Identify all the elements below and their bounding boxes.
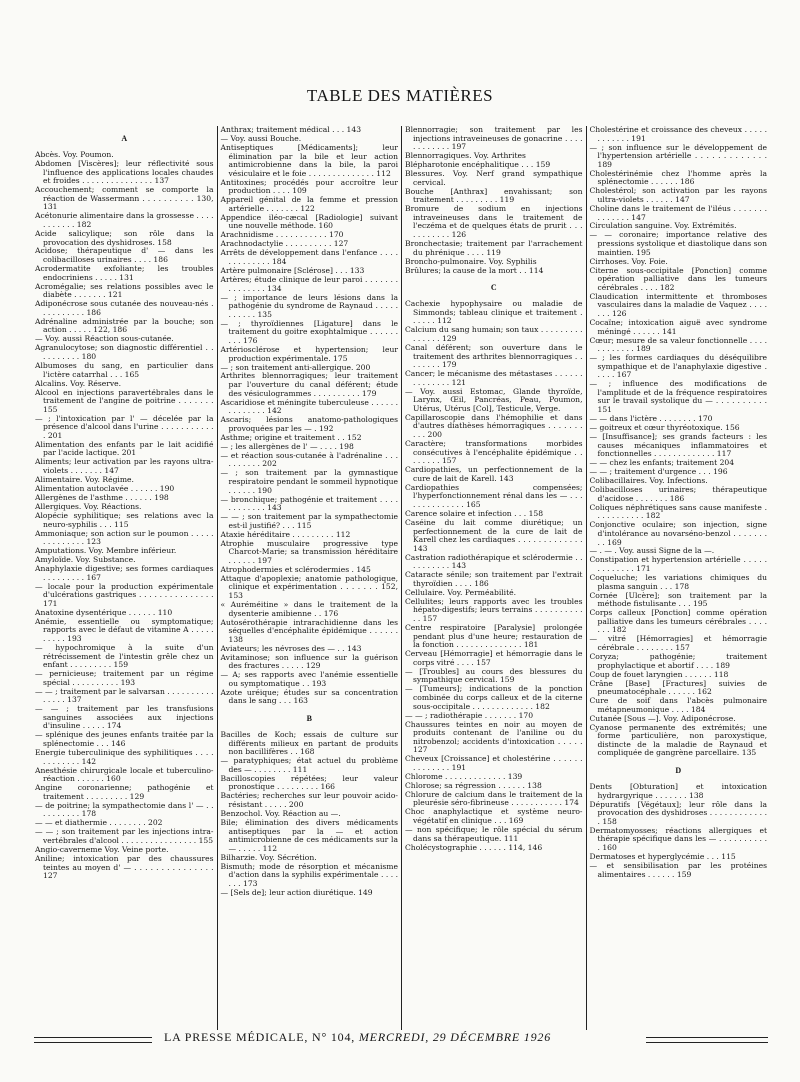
index-entry: — ; son influence sur le développement de l'hypertension artérielle . . . . . . . . . . . . . 189: [589, 142, 767, 169]
index-entry: Bromure de sodium en injections intraveineuses dans le traitement de l'eczéma et de quelques états de prurit . . . . . . . . . . . 126: [405, 204, 583, 240]
index-entry: — — et diathermie . . . . . . . . 202: [35, 818, 163, 828]
index-entry: Cholestérinémie chez l'homme après la splénectomie . . . . . . 186: [589, 168, 767, 187]
index-entry: — — ; traitement par les transfusions sanguines associées aux injections d'insuline . . . . . 174: [35, 704, 214, 731]
index-entry: Bile; élimination des divers médicaments antiseptiques par la — et action antimicrobienne de ces médicaments sur la — . . . . . 112: [220, 817, 398, 853]
index-entry: Angio-caverneme Voy. Veine porte.: [35, 844, 169, 854]
index-entry: — — ; traitement par le salvarsan . . . . . . . . . . . . . . . 137: [35, 686, 214, 705]
index-entry: — ; les formes cardiaques du déséquilibre sympathique et de l'anaphylaxie digestive . . . . . 167: [589, 353, 767, 380]
index-entry: Anesthésie chirurgicale locale et tuberculino-réaction . . . . . . 160: [35, 765, 214, 784]
index-entry: Abcès. Voy. Poumon.: [35, 150, 114, 159]
section-letter: A: [121, 134, 128, 143]
index-entry: Cœur; mesure de sa valeur fonctionnelle . . . . . . . . . . . . 189: [589, 335, 767, 354]
index-column-1: [32, 126, 217, 1030]
index-entry: — locale pour la production expérimentale d'ulcérations gastriques . . . . . . . . . . . . . . . 171: [35, 581, 214, 608]
index-entry: Cardiopathies, un perfectionnement de la cure de lait de Karell. 143: [405, 465, 583, 483]
index-entry: Appendice iléo-cæcal [Radiologie] suivant une nouvelle méthode. 160: [220, 212, 398, 231]
index-entry: Antitoxines; procédés pour accroître leur production . . . . 109: [220, 177, 398, 196]
index-entry: Coup de fouet laryngien . . . . . . 118: [589, 669, 729, 679]
index-entry: Arachnodactylie . . . . . . . . . . 127: [220, 239, 349, 249]
index-entry: Amputations. Voy. Membre inférieur.: [35, 546, 177, 556]
index-entry: — [Troubles] au cours des blessures du sympathique cervical. 159: [405, 666, 583, 685]
index-entry: Coqueluche; les variations chimiques du plasma sanguin . . . 178: [589, 573, 767, 591]
section-letter: C: [490, 283, 497, 293]
index-entry: Blépharotonie encéphalitique . . . 159: [405, 160, 551, 170]
footer-rule-right: [646, 1037, 768, 1043]
index-entry: Bacilles de Koch; essais de culture sur différents milieux en partant de produits non bacillifères . . 168: [220, 730, 398, 757]
index-entry: Capillaroscopie dans l'hémophilie et dans d'autres diathèses hémorragiques . . . . . . . . . . 200: [405, 412, 583, 440]
index-entry: Chlorome . . . . . . . . . . . . . 139: [405, 771, 523, 781]
index-entry: Atrophodermies et sclérodermies . 145: [220, 564, 371, 574]
index-entry: Antiseptiques [Médicaments]; leur élimination par la bile et leur action antimicrobienne dans la bile, la paroi vésiculaire et le foie . . . . . . . . . . . . . . 112: [220, 142, 398, 178]
index-entry: — splénique des jeunes enfants traitée par la splénectomie . . . 146: [35, 730, 214, 749]
index-entry: — — ; son traitement par la sympathectomie est-il justifié? . . . 115: [220, 512, 398, 530]
index-entry: Aviateurs; les névroses des — . . 143: [220, 643, 362, 653]
index-entry: Atrophie musculaire progressive type Charcot-Marie; sa transmission héréditaire . . . . . . 197: [220, 538, 398, 565]
index-entry: Artériosclérose et hypertension; leur production expérimentale. 175: [220, 344, 398, 363]
index-entry: Acétonurie alimentaire dans la grossesse . . . . . . . . . . . 182: [35, 211, 214, 229]
index-entry: Cardiopathies compensées; l'hyperfonctionnement rénal dans les — . . . . . . . . . . . . . . 165: [405, 482, 583, 509]
index-entry: — et sensibilisation par les protéines alimentaires . . . . . . 159: [589, 860, 767, 879]
index-entry: Anatoxine dysentérique . . . . . . 110: [35, 607, 173, 617]
index-entry: Anémie, essentielle ou symptomatique; rapports avec le défaut de vitamine A . . . . . . . . . . 193: [35, 616, 214, 643]
index-entry: Cholestérol; son activation par les rayons ultra-violets . . . . . . 147: [589, 186, 767, 204]
index-entry: Adiponécrose sous cutanée des nouveau-nés . . . . . . . . . . 186: [35, 299, 214, 317]
index-entry: Cellulites; leurs rapports avec les troubles hépato-digestifs; leurs terrains . . . . . . . . . . . . 157: [405, 596, 583, 624]
index-entry: — — ; traitement d'urgence . . . 196: [589, 467, 728, 477]
index-entry: Bilharzie. Voy. Sécrétion.: [220, 852, 317, 862]
index-entry: Anthrax; traitement médical . . . 143: [220, 126, 362, 134]
index-entry: — ; importance de leurs lésions dans la pathogénie du syndrome de Raynaud . . . . . . . . . . . 135: [220, 292, 398, 319]
index-entry: Cholestérine et croissance des cheveux . . . . . . . . . . . . 191: [589, 126, 767, 143]
index-entry: Cocaïne; intoxication aiguë avec syndrome méningé . . . . . . 141: [589, 317, 767, 336]
index-entry: Castration radiothérapique et sclérodermie . . . . . . . . . . 143: [405, 552, 583, 571]
index-column-2: [217, 126, 402, 1030]
index-entry: — — dans l'ictère . . . . . . . . 170: [589, 414, 713, 424]
index-entry: — — ; radiothérapie . . . . . . . 170: [405, 710, 534, 720]
index-entry: Centre respiratoire [Paralysie] prolongée pendant plus d'une heure; restauration de la fonction . . . . . . . . . . . . . . 181: [405, 623, 583, 650]
index-entry: Attaque d'apoplexie; anatomie pathologique, clinique et expérimentation . . . . . . . 152, 153: [220, 573, 398, 601]
index-entry: Calcium du sang humain; son taux . . . . . . . . . . . . . . . 129: [405, 325, 583, 343]
index-entry: Arthrites blennorragiques; leur traitement par l'ouverture du canal déférent; étude des vésiculogrammes . . . . . . . . . . 179: [220, 371, 398, 398]
index-entry: — . — . Voy. aussi Signe de la —.: [589, 546, 715, 556]
footer-rule-left: [34, 1037, 152, 1043]
index-entry: Caséine du lait comme diurétique; un perfectionnement de la cure de lait de Karell chez les cardiaques . . . . . . . . . . . . . 143: [405, 517, 583, 553]
index-entry: Avitaminose; son influence sur la guérison des fractures . . . . . 129: [220, 652, 398, 671]
index-entry: Choc anaphylactique et système neuro-végétatif en clinique . . . 169: [405, 807, 583, 826]
index-entry: — bronchique; pathogénie et traitement . . . . . . . . . . . . 143: [220, 494, 398, 513]
index-entry: Canal déférent; son ouverture dans le traitement des arthrites blennorragiques . . . . . . . . 179: [405, 342, 583, 370]
index-entry: Amyloïde. Voy. Substance.: [35, 555, 136, 565]
index-entry: Cutanée [Sous —]. Voy. Adiponécrose.: [589, 713, 736, 723]
index-entry: — — ; son traitement par les injections intra-vertébrales d'alcool . . . . . . . . . . . . . . . . 155: [35, 827, 214, 845]
index-entry: Cataracte sénile; son traitement par l'extrait thyroïdien . . . . 186: [405, 570, 583, 588]
index-entry: Alimentation autoclavée . . . . . . 190: [35, 483, 175, 493]
index-entry: Angine coronarienne; pathogénie et traitement . . . . . . . . . 129: [35, 783, 214, 801]
index-entry: Ascaris; lésions anatomo-pathologiques provoquées par les — . 192: [220, 415, 398, 433]
index-entry: Cellulaire. Voy. Perméabilité.: [405, 587, 517, 597]
index-entry: Acide salicylique; son rôle dans la provocation des dyshidroses. 158: [35, 228, 214, 247]
index-entry: Accouchement; comment se comporte la réaction de Wassermann . . . . . . . . . . 130, 131: [35, 185, 214, 212]
index-entry: Colibacillaires. Voy. Infections.: [589, 476, 708, 486]
index-entry: Azote uréique; études sur sa concentration dans le sang . . . 163: [220, 687, 398, 706]
index-entry: Colibacilloses urinaires; thérapeutique d'acidose . . . . . . . 186: [589, 485, 767, 503]
index-entry: Chaussures teintes en noir au moyen de produits contenant de l'aniline ou du nitrobenzol; accidents d'intoxication . . . . . 127: [405, 719, 583, 755]
index-entry: — — chez les enfants; traitement 204: [589, 458, 735, 468]
index-entry: — vitré [Hémorragies] et hémorragie cérébrale . . . . . . . . 157: [589, 634, 767, 652]
index-entry: Brûlures; la cause de la mort . . 114: [405, 265, 544, 275]
page-footer: [164, 1030, 634, 1045]
index-entry: Autosérothérapie intrarachidienne dans les séquelles d'encéphalite épidémique . . . . . . 138: [220, 617, 398, 644]
index-entry: Asthme; origine et traitement . . 152: [220, 432, 362, 442]
index-entry: Constipation et hypertension artérielle . . . . . . . . . . . . . 171: [589, 555, 767, 574]
index-entry: Aniline; intoxication par des chaussures teintes au moyen d' — . . . . . . . . . . . . . . . 127: [35, 853, 214, 881]
index-entry: Abdomen [Viscères]; leur réflectivité sous l'influence des applications locales chaudes et froides . . . . . . . . . . . . . . . 137: [35, 158, 214, 186]
index-entry: Claudication intermittente et thromboses vasculaires dans la maladie de Vaquez . . . . . . . 126: [589, 291, 767, 318]
footer-journal: LA PRESSE MÉDICALE, N° 104,: [164, 1030, 356, 1044]
index-entry: Cancer; le mécanisme des métastases . . . . . . . . . . . . . . 121: [405, 369, 583, 387]
index-entry: Alcalins. Voy. Réserve.: [35, 378, 122, 388]
index-entry: — [Insuffisance]; ses grands facteurs : les causes mécaniques inflammatoires et fonctionnelles . . . . . . . . . . . . . 117: [589, 432, 767, 459]
index-entry: Dents [Obturation] et intoxication hydrargyrique . . . . . . . 138: [589, 782, 767, 800]
index-entry: Cholécystographie . . . . . . 114, 146: [405, 842, 543, 852]
index-entry: Arachnidisme . . . . . . . . . . . 170: [220, 230, 344, 240]
index-entry: Chlorure de calcium dans le traitement de la pleurésie séro-fibrineuse . . . . . . . . . . . 174: [405, 789, 583, 808]
index-entry: Conjonctive oculaire; son injection, signe d'intolérance au novarséno-benzol . . . . . . . . . 169: [589, 520, 767, 547]
index-entry: Coryza; pathogénie; traitement prophylactique et abortif . . . . 189: [589, 651, 767, 670]
index-entry: Agranulocytose; son diagnostic différentiel . . . . . . . . . . 180: [35, 343, 214, 361]
section-letter: B: [306, 714, 312, 724]
index-entry: Cerveau [Hémorragie] et hémorragie dans le corps vitré . . . . 157: [405, 649, 583, 667]
index-entry: Alcool en injections paravertébrales dans le traitement de l'angine de poitrine . . . . . . . 155: [35, 387, 214, 414]
index-entry: — ; l'intoxication par l' — décelée par la présence d'alcool dans l'urine . . . . . . . . . . . . 201: [35, 413, 214, 440]
index-entry: Bouche [Anthrax] envahissant; son traitement . . . . . . . . . 119: [405, 186, 583, 205]
index-entry: — ; les allergènes de l' — . . . . 198: [220, 441, 354, 451]
index-entry: — Voy. aussi Bouche.: [220, 133, 302, 143]
index-entry: Dépuratifs [Végétaux]; leur rôle dans la provocation des dyshidroses . . . . . . . . . . . . . 158: [589, 799, 767, 826]
index-entry: Cyanose permanente des extrémités; une forme particulière, non paroxystique, distincte de la maladie de Raynaud et compliquée de gangrène parcellaire. 135: [589, 722, 767, 758]
index-entry: — goitreux et cœur thyréotoxique. 156: [589, 423, 740, 433]
index-entry: Carence solaire et infection . . . 158: [405, 508, 544, 518]
index-column-3: [401, 126, 586, 1030]
index-entry: Bacilloscopies répétées; leur valeur pronostique . . . . . . . . . 166: [220, 773, 398, 792]
index-entry: Bronchectasie; traitement par l'arrachement du phrénique . . . . 119: [405, 239, 583, 257]
index-entry: Bactéries; recherches sur leur pouvoir acido-résistant . . . . . 200: [220, 791, 398, 809]
index-entry: Coliques néphrétiques sans cause manifeste . . . . . . . . . . . 182: [589, 502, 767, 521]
index-entry: Cure de soif dans l'abcès pulmonaire métapneumonique . . . . 184: [589, 696, 767, 714]
index-entry: — ; thyroïdiennes [Ligature] dans le traitement du goitre exophtalmique . . . . . . . . . 176: [220, 318, 398, 345]
index-entry: Aliments; leur activation par les rayons ultra-violets . . . . . . . 147: [35, 457, 214, 476]
index-entry: Acromégalie; ses relations possibles avec le diabète . . . . . . . 121: [35, 281, 214, 300]
index-entry: Alimentation des enfants par le lait acidifié par l'acide lactique. 201: [35, 439, 214, 458]
index-entry: Artères; étude clinique de leur paroi . . . . . . . . . . . . . . . 134: [220, 275, 398, 293]
index-entry: Cirrhoses. Voy. Foie.: [589, 256, 668, 266]
index-entry: — — coronaire; importance relative des pressions systolique et diastolique dans son maintien. 195: [589, 230, 767, 257]
index-entry: Acidose; thérapeutique d' — dans les colibacilloses urinaires . . . . 186: [35, 246, 214, 265]
index-entry: Broncho-pulmonaire. Voy. Syphilis: [405, 256, 537, 266]
index-entry: — A; ses rapports avec l'anémie essentielle ou symptomatique . . 193: [220, 670, 398, 688]
index-entry: — pernicieuse; traitement par un régime spécial . . . . . . . . . . 193: [35, 669, 214, 687]
index-entry: Allergènes de l'asthme . . . . . . 198: [35, 492, 169, 502]
index-entry: Ataxie héréditaire . . . . . . . . . 112: [220, 529, 351, 539]
index-entry: Ammoniaque; son action sur le poumon . . . . . . . . . . . . . . 123: [35, 528, 214, 547]
index-column-4: [586, 126, 771, 1030]
index-entry: — ; son traitement par la gymnastique respiratoire pendant le sommeil hypnotique . . . . . . 190: [220, 468, 398, 495]
index-entry: Energie tuberculinique des syphilitiques . . . . . . . . . . . . 142: [35, 748, 214, 766]
index-entry: Citerne sous-occipitale [Ponction] comme opération palliative dans les tumeurs cérébrales . . . . 182: [589, 265, 767, 292]
index-entry: Benzochol. Voy. Réaction au —.: [220, 808, 341, 818]
index-entry: Choline dans le traitement de l'iléus . . . . . . . . . . . . . . 147: [589, 203, 767, 222]
index-entry: Corps calleux [Ponction] comme opération palliative dans les tumeurs cérébrales . . . . . . . 182: [589, 608, 767, 635]
index-entry: Cachexie hypophysaire ou maladie de Simmonds; tableau clinique et traitement . . . . . . 112: [405, 299, 583, 326]
index-entry: — ; son traitement anti-allergique. 200: [220, 362, 371, 372]
index-entry: Blennorragie; son traitement par les injections intraveineuses de gonacrine . . . . . . . . . . . . 197: [405, 126, 583, 152]
index-entry: Albumoses du sang, en particulier dans l'ictère catarrhal . . . 165: [35, 360, 214, 379]
page-title: TABLE DES MATIÈRES: [306, 86, 494, 105]
index-entry: Cornée [Ulcère]; son traitement par la méthode fistulisante . . . 195: [589, 590, 767, 609]
index-entry: Dermatoses et hyperglycémie . . . 115: [589, 851, 736, 861]
index-entry: Artère pulmonaire [Sclérose] . . . 133: [220, 266, 365, 276]
index-entry: Ascaridiose et méningite tuberculeuse . . . . . . . . . . . . . . 142: [220, 397, 398, 416]
index-entry: Anaphylaxie digestive; ses formes cardiaques . . . . . . . . . 167: [35, 564, 214, 582]
index-entry: Circulation sanguine. Voy. Extrémités.: [589, 221, 737, 231]
index-entry: Caractère; transformations morbides consécutives à l'encéphalite épidémique . . . . . . . . 157: [405, 439, 583, 466]
index-entry: Adrénaline administrée par la bouche; son action . . . . . 122, 186: [35, 316, 214, 335]
index-entry: Blennorragiques. Voy. Arthrites: [405, 151, 526, 161]
index-entry: — hypochromique à la suite d'un rétrécissement de l'intestin grêle chez un enfant . . . . . . . . . 159: [35, 642, 214, 670]
index-entry: — paratyphiques; état actuel du problème des — . . . . . . . . 111: [220, 756, 398, 774]
index-columns: [32, 126, 770, 1030]
index-entry: — de poitrine; la sympathectomie dans l' — . . . . . . . . . . 178: [35, 800, 214, 819]
index-entry: « Auréméitine » dans le traitement de la dysenterie amibienne . . 176: [220, 600, 398, 618]
footer-date: MERCREDI, 29 DÉCEMBRE 1926: [358, 1030, 551, 1044]
index-entry: Crâne [Base] [Fractures] suivies de pneumatocéphale . . . . . . 162: [589, 678, 767, 697]
index-entry: — [Tumeurs]; indications de la ponction combinée du corps calleux et de la citerne sous-occipitale . . . . . . . . . . . . . 182: [405, 684, 583, 711]
index-entry: Alopécie syphilitique; ses relations avec la neuro-syphilis . . . 115: [35, 510, 214, 529]
index-entry: Allergiques. Voy. Réactions.: [35, 501, 142, 511]
index-entry: Bismuth; mode de résorption et mécanisme d'action dans la syphilis expérimentale . . . . . . . 173: [220, 861, 398, 888]
index-entry: Alimentaire. Voy. Régime.: [35, 475, 134, 484]
index-entry: Dermatomyosses; réactions allergiques et thérapie spécifique dans les — . . . . . . . . . . . 160: [589, 825, 767, 852]
index-entry: Acrodermatite exfoliante; les troubles endocriniens . . . . . 131: [35, 264, 214, 282]
index-entry: Arrêts de développement dans l'enfance . . . . . . . . . . . . . 184: [220, 248, 398, 267]
index-entry: — [Sels de]; leur action diurétique. 149: [220, 887, 373, 897]
index-entry: Cheveux [Croissance] et cholestérine . . . . . . . . . . . . . . 191: [405, 754, 583, 772]
section-letter: D: [675, 766, 682, 776]
index-entry: — Voy. aussi Estomac, Glande thyroïde, Larynx, Œil, Pancréas, Peau, Poumon, Utérus, Utérus [Col], Testicule, Verge.: [405, 386, 583, 413]
index-entry: Chlorose; sa régression . . . . . . 138: [405, 780, 542, 790]
index-entry: — Voy. aussi Réaction sous-cutanée.: [35, 334, 174, 344]
index-entry: — non spécifique; le rôle spécial du sérum dans sa thérapeutique. 111: [405, 825, 583, 843]
index-entry: Blessures. Voy. Nerf grand sympathique cervical.: [405, 169, 583, 187]
index-entry: Appareil génital de la femme et pression artérielle . . . . . . . 122: [220, 195, 398, 213]
index-entry: — et réaction sous-cutanée à l'adrénaline . . . . . . . . . . 202: [220, 450, 398, 469]
index-entry: — ; influence des modifications de l'amplitude et de la fréquence respiratoires sur le travail systolique du — . . . . . . . . . . 151: [589, 379, 767, 415]
